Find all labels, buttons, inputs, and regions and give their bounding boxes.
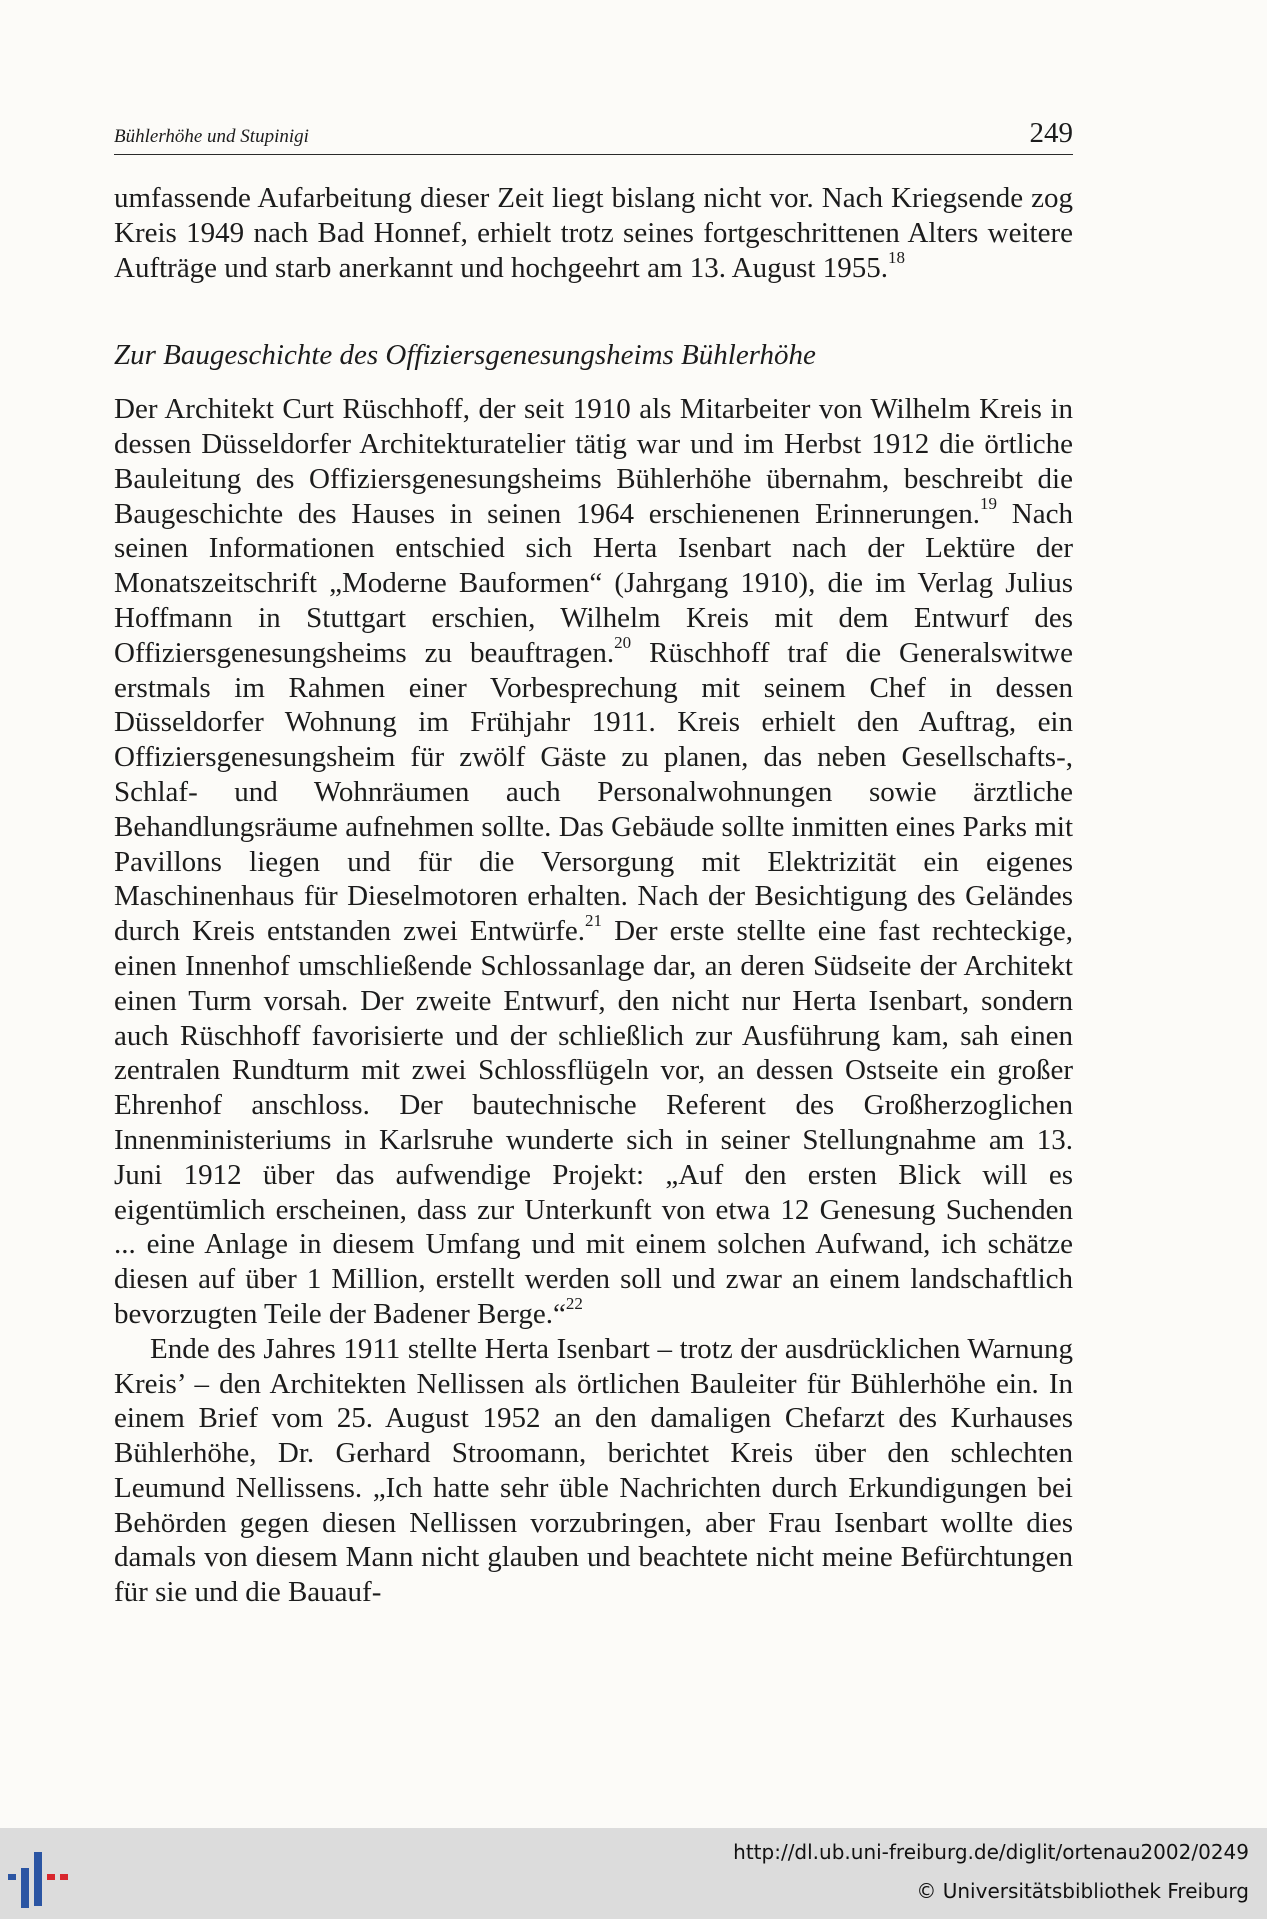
paragraph-text: Der Architekt Curt Rüschhoff, der seit 1910 als Mitarbeiter von Wilhelm Kreis in dessen Düsseldorfer Architekturatelier tätig war und im Herbst 1912 die örtliche Bauleitung des Offiziersgenesungsheims Bühlerhöhe übernahm, beschreibt die Baugeschichte des Hauses in seinen 1964 erschienenen Erinnerungen. (114, 393, 1073, 530)
footnote-ref-18[interactable]: 18 (887, 247, 905, 267)
paragraph-continuation (114, 181, 1073, 285)
page-header (114, 112, 1073, 155)
paragraph-text: Ende des Jahres 1911 stellte Herta Isenbart – trotz der ausdrücklichen Warnung Kreis’ – den Architekten Nellissen als örtlichen Bauleiter für Bühlerhöhe ein. In einem Brief vom 25. August 1952 an den damaligen Chefarzt des Kurhauses Bühlerhöhe, Dr. Gerhard Stroomann, berichtet Kreis über den schlechten Leumund Nellissens. „Ich hatte sehr üble Nachrichten durch Erkundigungen bei Behörden gegen diesen Nellissen vorzubringen, aber Frau Isenbart wollte dies damals von diesem Mann nicht glauben und beachtete nicht meine Befürchtungen für sie und die Bauauf- (114, 1332, 1073, 1609)
paragraph-text: umfassende Aufarbeitung dieser Zeit liegt bislang nicht vor. Nach Kriegsende zog Kreis 1949 nach Bad Honnef, erhielt trotz seines fortgeschrittenen Alters weitere Aufträge und starb anerkannt und hochgeehrt am 13. August 1955. (114, 182, 1073, 284)
section-heading: Zur Baugeschichte des Offiziersgenesungsheims Bühlerhöhe (114, 339, 816, 372)
copyright-notice: © Universitätsbibliothek Freiburg (916, 1879, 1249, 1903)
paragraph-text: Nach seinen Informationen entschied sich Herta Isenbart nach der Lektüre der Monatszeitschrift „Moderne Bauformen“ (Jahrgang 1910), die im Verlag Julius Hoffmann in Stuttgart erschien, Wilhelm Kreis mit dem Entwurf des Offiziersgenesungsheims zu beauftragen. (114, 497, 1073, 669)
running-head: Bühlerhöhe und Stupinigi (114, 126, 309, 147)
footnote-ref-19[interactable]: 19 (980, 493, 998, 513)
footnote-ref-22[interactable]: 22 (565, 1294, 583, 1314)
footnote-ref-21[interactable]: 21 (585, 911, 603, 931)
paragraph-text: Der erste stellte eine fast rechteckige, einen Innenhof umschließende Schlossanlage dar, an deren Südseite der Architekt einen Turm vorsah. Der zweite Entwurf, den nicht nur Herta Isenbart, sondern auch Rüschhoff favorisierte und der schließlich zur Ausführung kam, sah einen zentralen Rundturm mit zwei Schlossflügeln vor, an dessen Ostseite ein großer Ehrenhof anschloss. Der bautechnische Referent des Großherzoglichen Innenministeriums in Karlsruhe wunderte sich in seiner Stellungnahme am 13. Juni 1912 über das aufwendige Projekt: „Auf den ersten Blick will es eigentümlich erscheinen, dass zur Unterkunft von etwa 12 Genesung Suchenden ... eine Anlage in diesem Umfang und mit einem solchen Aufwand, ich schätze diesen auf über 1 Million, erstellt werden soll und zwar an einem landschaftlich bevorzugten Teile der Badener Berge.“ (114, 915, 1073, 1330)
page-number: 249 (1029, 117, 1073, 149)
source-url-link[interactable]: http://dl.ub.uni-freiburg.de/diglit/ortenau2002/0249 (733, 1840, 1249, 1864)
paragraph-nellissen (114, 1332, 1073, 1610)
main-text (114, 181, 1073, 1610)
footnote-ref-20[interactable]: 20 (614, 633, 632, 653)
library-logo-icon (6, 1846, 80, 1912)
paragraph-baugeschichte (114, 392, 1073, 1332)
footer-bar (0, 1828, 1267, 1919)
paragraph-text: Rüschhoff traf die Generalswitwe erstmals im Rahmen einer Vorbesprechung mit seinem Chef in dessen Düsseldorfer Wohnung im Frühjahr 1911. Kreis erhielt den Auftrag, ein Offiziersgenesungsheim für zwölf Gäste zu planen, das neben Gesellschafts-, Schlaf- und Wohnräumen auch Personalwohnungen sowie ärztliche Behandlungsräume aufnehmen sollte. Das Gebäude sollte inmitten eines Parks mit Pavillons liegen und für die Versorgung mit Elektrizität ein eigenes Maschinenhaus für Dieselmotoren erhalten. Nach der Besichtigung des Geländes durch Kreis entstanden zwei Entwürfe. (114, 636, 1073, 948)
